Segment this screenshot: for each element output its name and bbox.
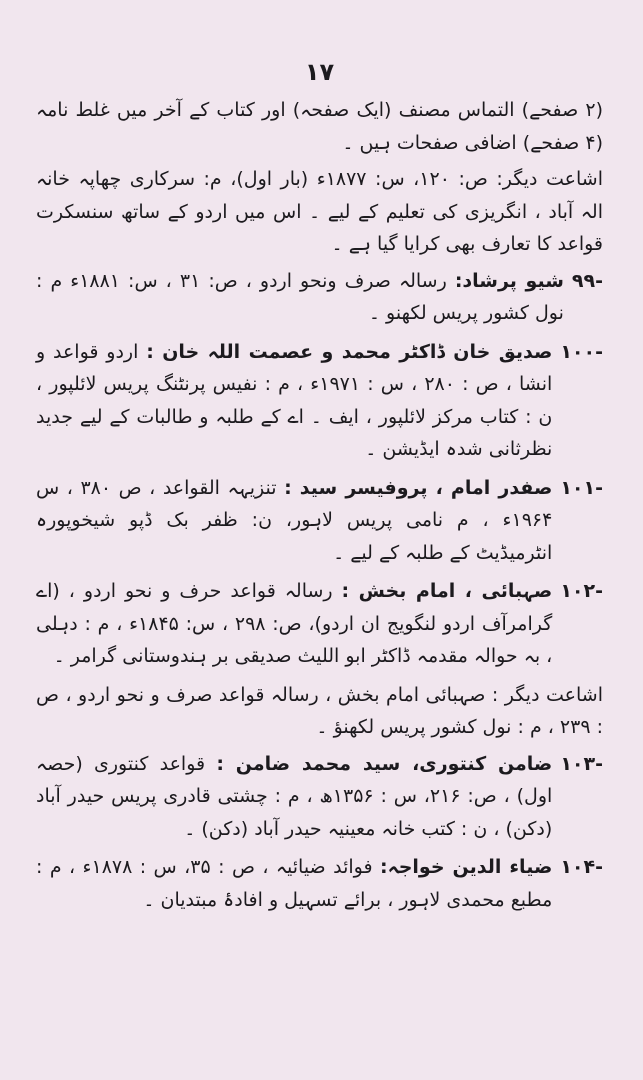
entry-body [36, 265, 564, 330]
entry-number: -۱۰۱ [560, 476, 603, 499]
entry-author: شیو پرشاد: [454, 269, 564, 292]
page-number: ۱۷ [304, 58, 335, 86]
entry-author: صدیق خان ڈاکٹر محمد و عصمت اللہ خان : [146, 340, 553, 363]
entry-text: رسالہ قواعد حرف و نحو اردو ، (اے گرامرآف اردو لنگویج ان اردو)، ص: ۲۹۸ ، س: ۱۸۴۵ء ، م : دہلی ، بہ حوالہ مقدمہ ڈاکٹر ابو اللیث صدیقی بر ہندوستانی گرامر ۔ [36, 580, 553, 667]
entry-body [36, 472, 552, 570]
paragraph: اشاعت دیگر: ص: ۱۲۰، س: ۱۸۷۷ء (بار اول)، م: سرکاری چھاپہ خانہ الہ آباد ، انگریزی کی تعلیم کے لیے ۔ اس میں اردو کے ساتھ سنسکرت قواعد کا تعارف بھی کرایا گیا ہے ۔ [36, 168, 603, 255]
entry-text: قواعد کنتوری (حصہ اول) ، ص: ۲۱۶، س : ۱۳۵۶ھ ، م : چشتی قادری پریس حیدر آباد (دکن) ، ن : کتب خانہ معینیہ حیدر آباد (دکن) ۔ [36, 752, 553, 840]
entry-text: فوائد ضیائیہ ، ص : ۳۵، س : ۱۸۷۸ء ، م : مطبع محمدی لاہور ، برائے تسہیل و افادۂ مبتدیان ۔ [36, 856, 553, 911]
bibliography-entry [36, 575, 603, 673]
paragraph: (۲ صفحے) التماس مصنف (ایک صفحہ) اور کتاب کے آخر میں غلط نامہ (۴ صفحے) اضافی صفحات ہیں ۔ [36, 99, 603, 154]
entry-number: -۱۰۳ [560, 752, 603, 775]
entry-number: -۱۰۴ [560, 856, 603, 878]
bibliography-entry [36, 748, 603, 846]
entry-number: -۱۰۰ [560, 340, 603, 363]
entry-text: رسالہ صرف ونحو اردو ، ص: ۳۱ ، س: ۱۸۸۱ء م : نول کشور پریس لکھنو ۔ [36, 269, 564, 324]
entry-body [36, 336, 552, 466]
bibliography-entry [36, 265, 603, 330]
bibliography-entry [36, 472, 603, 570]
bibliography-entry [36, 851, 603, 916]
entry-author: صفدر امام ، پروفیسر سید : [284, 476, 553, 499]
paragraph: اشاعت دیگر : صہبائی امام بخش ، رسالہ قواعد صرف و نحو اردو ، ص : ۲۳۹ ، م : نول کشور پریس لکھنؤ ۔ [36, 683, 603, 738]
entry-text: اردو قواعد و انشا ، ص : ۲۸۰ ، س : ۱۹۷۱ء ، م : نفیس پرنٹنگ پریس لائلپور ، ن : کتاب مرکز لائلپور ، ایف ۔ اے کے طلبہ و طالبات کے لیے جدید نظرثانی شدہ ایڈیشن ۔ [36, 340, 553, 460]
entry-number: -۹۹ [571, 269, 603, 292]
page-text [36, 94, 603, 916]
entry-author: ضامن کنتوری، سید محمد ضامن : [216, 752, 553, 775]
bibliography-entry [36, 336, 603, 466]
entry-number: -۱۰۲ [560, 580, 603, 602]
entry-author: ضیاء الدین خواجہ: [379, 856, 553, 878]
entry-body [36, 748, 552, 846]
entry-body [36, 575, 552, 673]
entry-author: صہبائی ، امام بخش : [341, 580, 553, 602]
entry-text: تنزیہہ القواعد ، ص ۳۸۰ ، س ۱۹۶۴ء ، م نامی پریس لاہور، ن: ظفر بک ڈپو شیخوپورہ انٹرمیڈیٹ کے طلبہ کے لیے ۔ [36, 476, 553, 564]
entry-body [36, 851, 552, 916]
